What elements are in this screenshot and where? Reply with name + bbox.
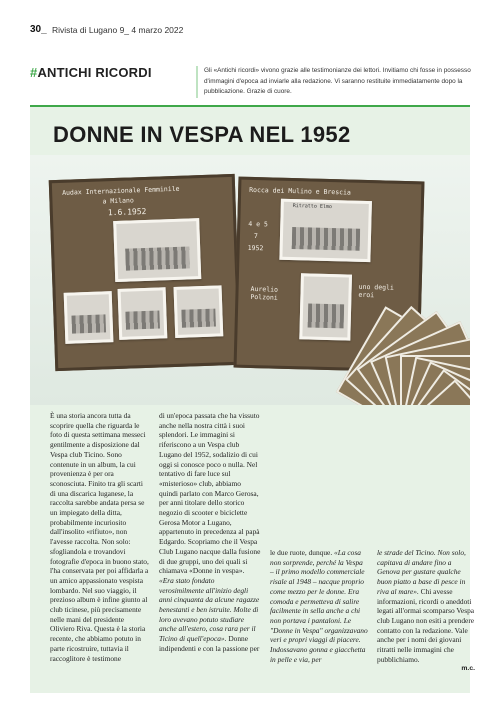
col2-text xyxy=(159,411,261,654)
album-photo xyxy=(30,155,470,405)
article-column-2 xyxy=(159,411,261,654)
section-hash: # xyxy=(30,65,38,80)
right-caption: Rocca dei Mulino e Brescia xyxy=(249,185,352,197)
col2-part-c: Donne indipendenti e con la passione per xyxy=(159,634,260,653)
photo-group xyxy=(113,218,201,282)
col3-text xyxy=(270,548,368,664)
photo-small-2 xyxy=(118,287,168,340)
section-tag xyxy=(30,65,152,80)
col2-quote: «Era stato fondato verosimilmente all'inizio degli anni cinquanta da alcune ragazze benestanti e ben istruite. Molte di loro avevano potuto studiare anche all'estero, cosa rara per il Ticino di quell'epoca». xyxy=(159,575,260,644)
right-date-day: 4 e 5 xyxy=(248,219,268,229)
intro-text: Gli «Antichi ricordi» vivono grazie alle testimonianze dei lettori. Invitiamo chi fosse in possesso d'immagini d'epoca ad inviarle alla redazione. Vi saranno restituite immediatamente dopo la pubblicazione. Grazie di cuore. xyxy=(196,66,474,98)
col4-part-b: Chi avesse informazioni, ricordi o aneddoti legati all'ormai scomparso Vespa club Lugano non esiti a prendere contatto con la redazione. Vale anche per i nomi dei giovani ritratti nelle immagini che pubblichiamo. xyxy=(377,586,475,664)
photo-small-3 xyxy=(174,285,224,338)
left-city: a Milano xyxy=(102,196,134,206)
col3-part-a: le due ruote, dunque. xyxy=(270,548,335,557)
section-name: ANTICHI RICORDI xyxy=(37,65,152,80)
article-column-3 xyxy=(270,548,368,664)
right-name: Aurelio Polzoni xyxy=(250,284,279,302)
col4-text xyxy=(377,548,475,664)
photo-small-1 xyxy=(64,291,114,344)
left-date: 1.6.1952 xyxy=(107,206,147,218)
article-column-1 xyxy=(50,411,150,663)
right-box-label: Ritratto Elmo xyxy=(292,203,332,211)
col3-quote: «La cosa non sorprende, perché la Vespa – il primo modello commerciale risale al 1948 – nacque proprio come mezzo per le donne. Era comoda e permetteva di salire facilmente in sella anche a chi non portava i pantaloni. Le "Donne in Vespa" organizzavano veri e propri viaggi di piacere. Indossavano gonna e giacchetta in pelle e via, per xyxy=(270,548,368,664)
col2-part-a: di un'epoca passata che ha vissuto anche nella nostra città i suoi splendori. Le immagini si riferiscono a un Vespa club Lugano del 1952, sodalizio di cui oggi si conosce poco o nulla. Nel tentativo di fare luce sul «misterioso» club, abbiamo quindi parlato con Marco Gerosa, per anni titolare dello storico negozio di scooter e biciclette Gerosa Motor a Lugano, appartenuto in precedenza al papà Edgardo. Scopriamo che il Vespa Club Lugano nacque dalla fusione di due gruppi, uno dei quali si chiamava «Donne in vespa». xyxy=(159,411,261,576)
article-column-4 xyxy=(377,548,475,674)
page-header xyxy=(30,7,470,37)
col4-quote: le strade del Ticino. Non solo, capitava di andare fino a Genova per gustare qualche buon piatto a base di pesce in riva al mare». xyxy=(377,548,466,596)
right-date-year: 1952 xyxy=(247,243,264,253)
col1-text: È una storia ancora tutta da scoprire quella che riguarda le foto di questa settimana messeci gentilmente a disposizione dal Vespa club Ticino. Sono contenute in un album, la cui provenienza è per ora sconosciuta. Finito tra gli scarti di una discarica luganese, la raccolta sarebbe andata persa se un impiegato della ditta, probabilmente incuriosito dall'insolito «rifiuto», non l'avesse raccolta. Non solo: sfogliandola e trovandovi fotografie d'epoca in buono stato, l'ha conservata per poi affidarla a un amico appassionato vespista lombardo. Nel suo viaggio, il prezioso album è infine giunto al club ticinese, più precisamente nelle mani del presidente Oliviero Riva. Questa è la storia recente, che abbiamo potuto in parte ricostruire, tuttavia il raccoglitore è testimone xyxy=(50,411,149,663)
album-left-page xyxy=(49,174,242,371)
album-fan-pages xyxy=(320,265,470,405)
article-title: DONNE IN VESPA NEL 1952 xyxy=(53,122,351,147)
signature: m.c. xyxy=(461,665,475,673)
page-number: 30_ xyxy=(30,24,47,35)
publication-info: Rivista di Lugano 9_ 4 marzo 2022 xyxy=(52,25,184,35)
right-date-month: 7 xyxy=(253,232,259,241)
right-note: uno degli eroi xyxy=(358,282,395,300)
left-caption: Audax Internazionale Femminile xyxy=(62,184,180,197)
